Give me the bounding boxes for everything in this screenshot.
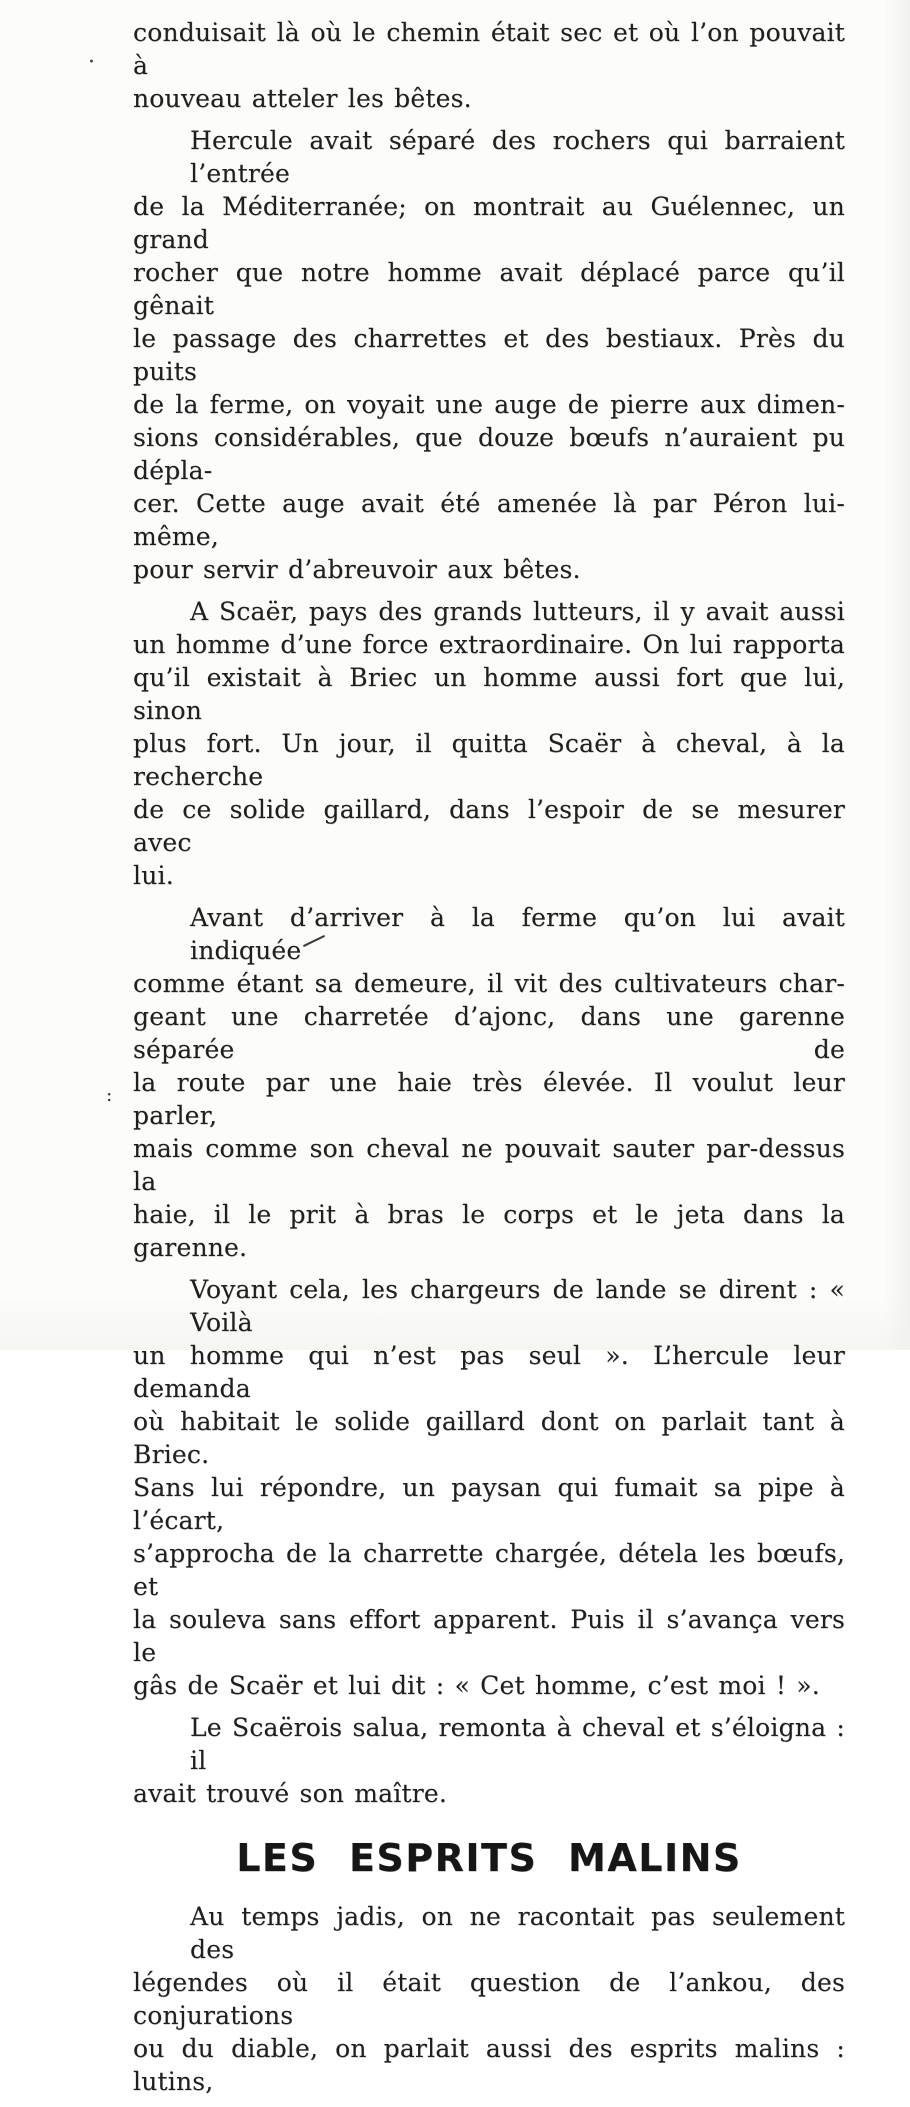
- text-line: rocher que notre homme avait déplacé parce qu’il gênait: [133, 258, 845, 320]
- text-line: geant une charretée d’ajonc, dans une garenne séparée de: [133, 1002, 845, 1064]
- text-line: Le Scaërois salua, remonta à cheval et s’éloigna : il: [190, 1713, 845, 1775]
- text-line: A Scaër, pays des grands lutteurs, il y avait aussi: [190, 597, 845, 626]
- text-line: Sans lui répondre, un paysan qui fumait sa pipe à l’écart,: [133, 1473, 845, 1535]
- text-line: haie, il le prit à bras le corps et le jeta dans la garenne.: [133, 1200, 845, 1262]
- paragraph: [133, 124, 845, 586]
- scan-artifact-margin-dot: ·: [88, 50, 95, 75]
- text-line: un homme qui n’est pas seul ». L’hercule leur demanda: [133, 1341, 845, 1403]
- text-block: [133, 16, 845, 2107]
- text-line: avait trouvé son maître.: [133, 1779, 448, 1808]
- text-line: cer. Cette auge avait été amenée là par Péron lui-même,: [133, 489, 845, 551]
- text-line: un homme d’une force extraordinaire. On lui rapporta: [133, 630, 845, 659]
- text-line: Hercule avait séparé des rochers qui barraient l’entrée: [190, 126, 845, 188]
- text-line: où habitait le solide gaillard dont on parlait tant à Briec.: [133, 1407, 845, 1469]
- text-line: sions considérables, que douze bœufs n’auraient pu dépla-: [133, 423, 845, 485]
- text-line: la souleva sans effort apparent. Puis il s’avança vers le: [133, 1605, 845, 1667]
- text-line: Au temps jadis, on ne racontait pas seulement des: [190, 1902, 845, 1964]
- text-line: s’approcha de la charrette chargée, détela les bœufs, et: [133, 1539, 845, 1601]
- text-line: conduisait là où le chemin était sec et où l’on pouvait à: [133, 18, 845, 80]
- text-line: qu’il existait à Briec un homme aussi fort que lui, sinon: [133, 663, 845, 725]
- text-line: pour servir d’abreuvoir aux bêtes.: [133, 555, 581, 584]
- text-line: de la ferme, on voyait une auge de pierre aux dimen-: [133, 390, 845, 419]
- text-line: lui.: [133, 861, 174, 890]
- paragraph: [133, 1900, 845, 2098]
- paragraph: [133, 595, 845, 892]
- text-line: gâs de Scaër et lui dit : « Cet homme, c’est moi ! ».: [133, 1671, 820, 1700]
- section-heading: LES ESPRITS MALINS: [236, 1836, 742, 1880]
- text-line: comme étant sa demeure, il vit des cultivateurs char-: [133, 969, 845, 998]
- text-line: le passage des charrettes et des bestiaux. Près du puits: [133, 324, 845, 386]
- paragraph: [133, 1273, 845, 1702]
- text-line: mais comme son cheval ne pouvait sauter par-dessus la: [133, 1134, 845, 1196]
- text-line: nouveau atteler les bêtes.: [133, 84, 472, 113]
- text-line: de la Méditerranée; on montrait au Guélennec, un grand: [133, 192, 845, 254]
- text-line: la route par une haie très élevée. Il voulut leur parler,: [133, 1068, 845, 1130]
- paragraph: [133, 16, 845, 115]
- scan-artifact-margin-colon: :: [106, 1084, 113, 1106]
- text-line: Voyant cela, les chargeurs de lande se dirent : « Voilà: [190, 1275, 845, 1337]
- paragraph: [133, 901, 845, 1264]
- text-line: Avant d’arriver à la ferme qu’on lui avait indiquée: [190, 903, 845, 965]
- text-line: de ce solide gaillard, dans l’espoir de se mesurer avec: [133, 795, 845, 857]
- text-line: légendes où il était question de l’ankou, des conjurations: [133, 1968, 845, 2030]
- text-line: plus fort. Un jour, il quitta Scaër à cheval, à la recherche: [133, 729, 845, 791]
- scan-noise: [0, 0, 2, 2]
- paragraph: [133, 1711, 845, 1810]
- text-line: ou du diable, on parlait aussi des esprits malins : lutins,: [133, 2034, 845, 2096]
